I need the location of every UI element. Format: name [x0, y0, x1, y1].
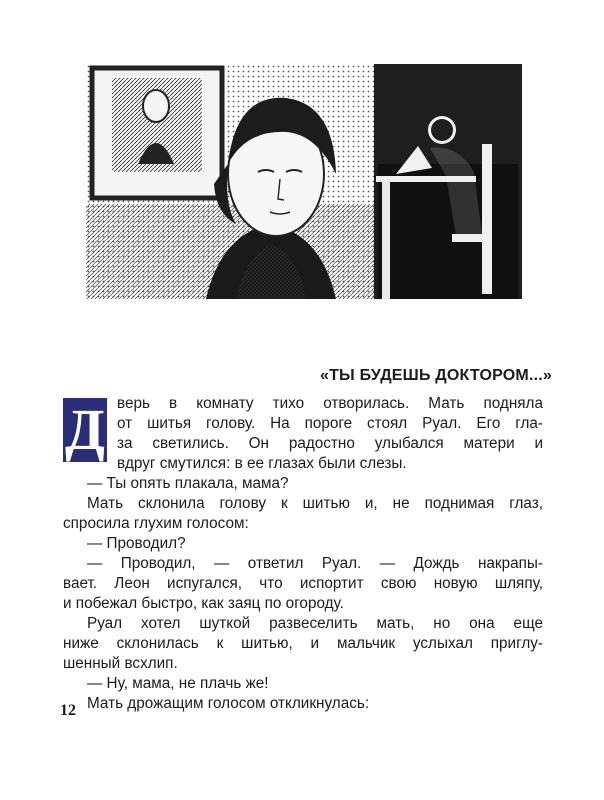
text-line: Мать склонила голову к шитью и, не поднимая глаз,: [87, 495, 543, 512]
text-line: вает. Леон испугался, что испортит свою новую шляпу,: [63, 575, 543, 592]
text-line: и побежал быстро, как заяц по огороду.: [63, 595, 344, 612]
text-line: Мать дрожащим голосом откликнулась:: [87, 695, 370, 712]
chapter-title: «ТЫ БУДЕШЬ ДОКТОРОМ...»: [319, 367, 552, 384]
text-line: спросила глухим голосом:: [63, 515, 249, 532]
text-line: — Проводил?: [87, 535, 186, 552]
text-line: — Ну, мама, не плачь же!: [87, 675, 269, 692]
illustration: [86, 64, 522, 299]
text-line: шенный всхлип.: [63, 655, 178, 672]
drop-cap: Д: [63, 398, 107, 462]
page-number: 12: [60, 702, 76, 719]
body-text: [63, 394, 543, 714]
portrait-frame-icon: [92, 68, 222, 198]
text-line: ниже склонилась к шитью, и мальчик услыхал приглу-: [63, 635, 543, 652]
text-line: — Проводил, — ответил Руал. — Дождь накрапы-: [87, 555, 543, 572]
text-line: от шитья голову. На пороге стоял Руал. Его гла-: [117, 415, 543, 432]
text-line: за светились. Он радостно улыбался матери и: [117, 435, 543, 452]
text-line: вдруг смутился: в ее глазах были слезы.: [117, 455, 407, 472]
text-line: верь в комнату тихо отворилась. Мать подняла: [117, 395, 543, 412]
text-line: Руал хотел шуткой развеселить мать, но она еще: [87, 615, 543, 632]
text-line: — Ты опять плакала, мама?: [87, 475, 289, 492]
